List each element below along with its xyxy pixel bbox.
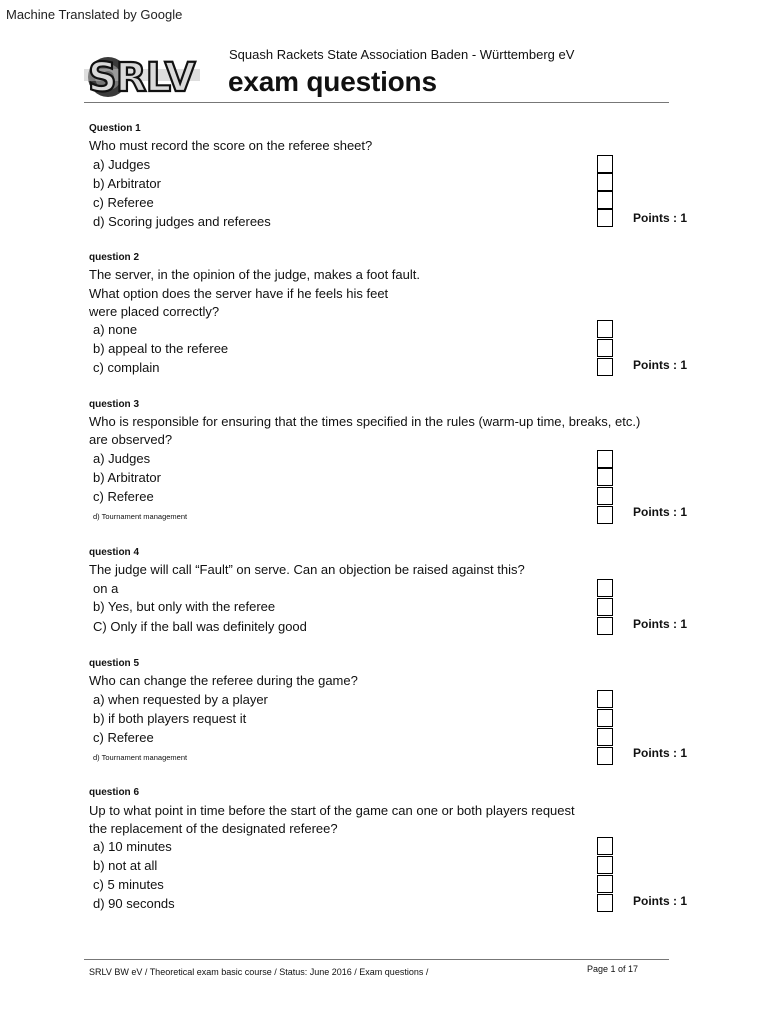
points-label: Points : 1 bbox=[633, 746, 688, 760]
question-text: Who must record the score on the referee sheet? bbox=[89, 138, 373, 153]
question-label: question 4 bbox=[89, 547, 140, 558]
question-label: question 6 bbox=[89, 787, 140, 798]
answer-option: d) Scoring judges and referees bbox=[93, 214, 271, 229]
answer-checkbox[interactable] bbox=[597, 506, 613, 524]
answer-option: b) Yes, but only with the referee bbox=[93, 599, 276, 614]
answer-checkbox[interactable] bbox=[597, 598, 613, 616]
answer-checkbox[interactable] bbox=[597, 209, 613, 227]
answer-checkbox[interactable] bbox=[597, 173, 613, 191]
answer-checkbox[interactable] bbox=[597, 894, 613, 912]
question-text: Who can change the referee during the game? bbox=[89, 673, 358, 688]
question-text: Who is responsible for ensuring that the times specified in the rules (warm-up time, breaks, etc.) bbox=[89, 414, 641, 429]
srlv-logo bbox=[84, 47, 200, 101]
machine-translation-banner: Machine Translated by Google bbox=[6, 7, 183, 22]
footer-divider bbox=[84, 959, 669, 960]
answer-checkbox[interactable] bbox=[597, 468, 613, 486]
answer-option: c) Referee bbox=[93, 195, 154, 210]
answer-checkbox[interactable] bbox=[597, 320, 613, 338]
answer-option: b) appeal to the referee bbox=[93, 341, 229, 356]
answer-option: b) Arbitrator bbox=[93, 470, 161, 485]
answer-option: b) not at all bbox=[93, 858, 158, 873]
srlv-logo-text: SRLV bbox=[88, 55, 195, 101]
points-label: Points : 1 bbox=[633, 617, 688, 631]
answer-checkbox[interactable] bbox=[597, 617, 613, 635]
answer-checkbox[interactable] bbox=[597, 487, 613, 505]
answer-checkbox[interactable] bbox=[597, 155, 613, 173]
answer-checkbox[interactable] bbox=[597, 837, 613, 855]
answer-checkbox[interactable] bbox=[597, 709, 613, 727]
answer-option: a) none bbox=[93, 322, 138, 337]
question-text: are observed? bbox=[89, 432, 173, 447]
points-label: Points : 1 bbox=[633, 894, 688, 908]
answer-option: C) Only if the ball was definitely good bbox=[93, 619, 307, 634]
answer-checkbox[interactable] bbox=[597, 339, 613, 357]
answer-checkbox[interactable] bbox=[597, 358, 613, 376]
answer-option: on a bbox=[93, 581, 119, 596]
answer-option: c) 5 minutes bbox=[93, 877, 164, 892]
answer-checkbox[interactable] bbox=[597, 690, 613, 708]
answer-checkbox[interactable] bbox=[597, 856, 613, 874]
page-title: exam questions bbox=[228, 66, 437, 97]
answer-checkbox[interactable] bbox=[597, 728, 613, 746]
question-label: question 5 bbox=[89, 658, 140, 669]
answer-option: a) Judges bbox=[93, 451, 151, 466]
points-label: Points : 1 bbox=[633, 505, 688, 519]
answer-option: c) complain bbox=[93, 360, 160, 375]
question-text: were placed correctly? bbox=[89, 304, 220, 319]
header-divider bbox=[84, 102, 669, 103]
answer-checkbox[interactable] bbox=[597, 191, 613, 209]
answer-option: a) Judges bbox=[93, 157, 151, 172]
points-label: Points : 1 bbox=[633, 358, 688, 372]
srlv-logo-graphic bbox=[84, 47, 200, 101]
question-label: Question 1 bbox=[89, 123, 141, 134]
question-text: The server, in the opinion of the judge, makes a foot fault. bbox=[89, 267, 420, 282]
answer-option: a) 10 minutes bbox=[93, 839, 172, 854]
footer-info: SRLV BW eV / Theoretical exam basic course / Status: June 2016 / Exam questions / bbox=[89, 967, 429, 977]
question-text: The judge will call “Fault” on serve. Can an objection be raised against this? bbox=[89, 562, 525, 577]
answer-option: d) Tournament management bbox=[93, 512, 188, 521]
answer-option: d) Tournament management bbox=[93, 753, 188, 762]
answer-checkbox[interactable] bbox=[597, 450, 613, 468]
question-text: the replacement of the designated referee? bbox=[89, 821, 338, 836]
answer-option: c) Referee bbox=[93, 489, 154, 504]
page-number: Page 1 of 17 bbox=[587, 964, 639, 974]
question-label: question 2 bbox=[89, 252, 140, 263]
points-label: Points : 1 bbox=[633, 211, 688, 225]
answer-option: c) Referee bbox=[93, 730, 154, 745]
answer-option: a) when requested by a player bbox=[93, 692, 268, 707]
answer-option: b) Arbitrator bbox=[93, 176, 161, 191]
question-text: What option does the server have if he feels his feet bbox=[89, 286, 389, 301]
answer-option: d) 90 seconds bbox=[93, 896, 175, 911]
answer-option: b) if both players request it bbox=[93, 711, 247, 726]
question-label: question 3 bbox=[89, 399, 140, 410]
association-name: Squash Rackets State Association Baden - Württemberg eV bbox=[229, 47, 575, 62]
answer-checkbox[interactable] bbox=[597, 875, 613, 893]
answer-checkbox[interactable] bbox=[597, 747, 613, 765]
question-text: Up to what point in time before the start of the game can one or both players request bbox=[89, 803, 575, 818]
answer-checkbox[interactable] bbox=[597, 579, 613, 597]
